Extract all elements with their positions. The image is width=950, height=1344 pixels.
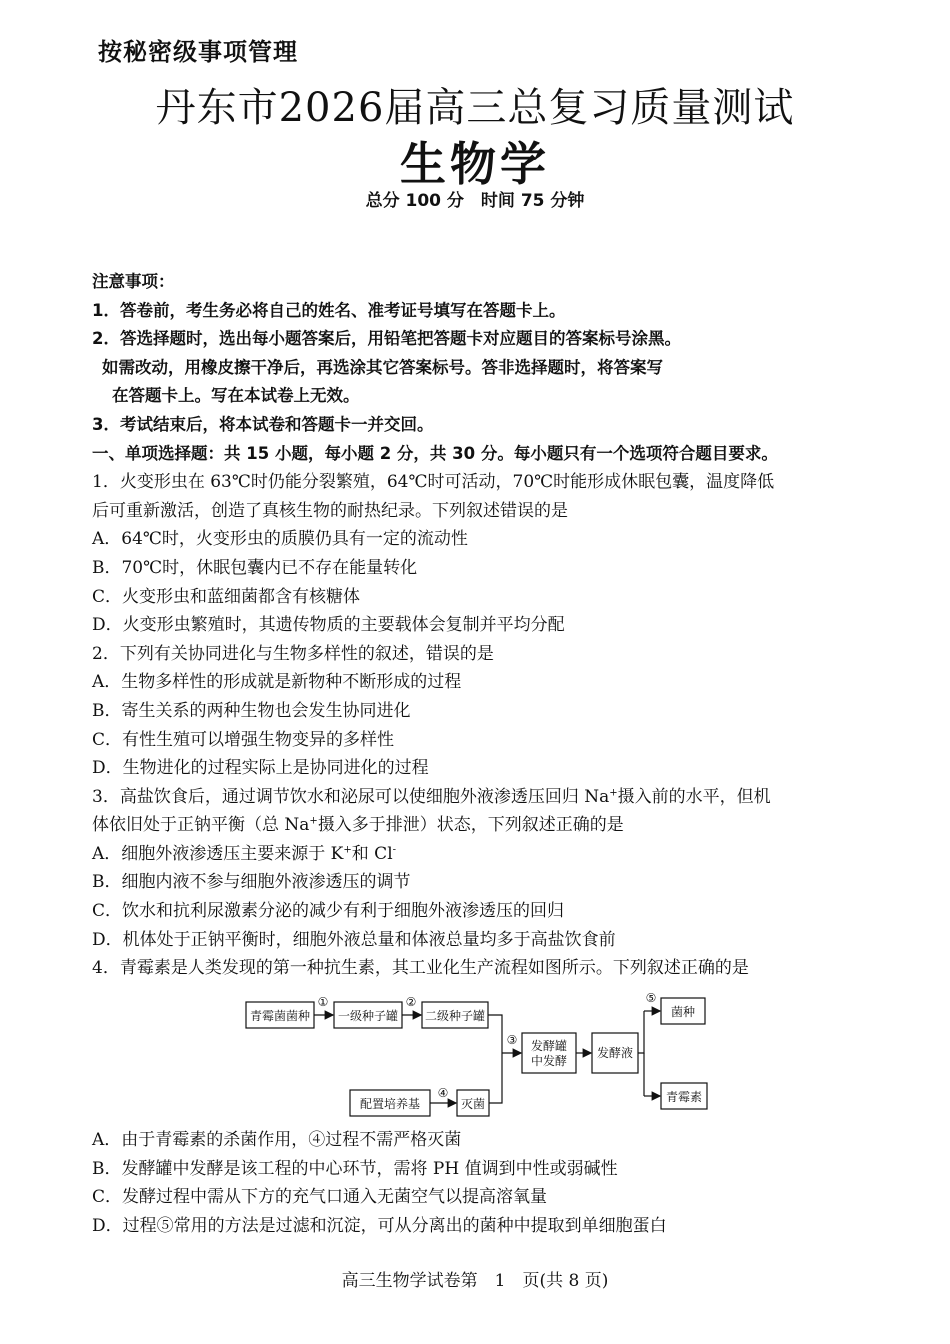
q2-option-a: A．生物多样性的形成就是新物种不断形成的过程 [92, 672, 462, 693]
exam-content [92, 268, 872, 983]
label-penicillin: 青霉素 [665, 1090, 703, 1104]
step-4-label: ④ [437, 1086, 449, 1100]
subject-title: 生物学 [400, 137, 550, 191]
q3-stem-1-part-a: 3．高盐饮食后，通过调节饮水和泌尿可以使细胞外液渗透压回归 Na [92, 786, 610, 807]
label-seed1: 一级种子罐 [337, 1009, 399, 1023]
q4-option-d: D．过程⑤常用的方法是过滤和沉淀，可从分离出的菌种中提取到单细胞蛋白 [92, 1215, 667, 1236]
q3-option-a-part1: A．细胞外液渗透压主要来源于 K [92, 843, 344, 864]
page-footer: 高三生物学试卷第 1 页(共 8 页) [341, 1271, 609, 1291]
q3-stem-1-part-b: 摄入前的水平，但机 [617, 786, 771, 807]
notice-item-2-cont1: 如需改动，用橡皮擦干净后，再选涂其它答案标号。答非选择题时，将答案写 [102, 357, 663, 377]
q3-option-d: D．机体处于正钠平衡时，细胞外液总量和体液总量均多于高盐饮食前 [92, 929, 616, 950]
q3-option-a-sup1: + [343, 844, 352, 856]
q3-stem-2 [92, 811, 872, 840]
arrow-split [638, 1011, 644, 1053]
q3-option-c: C．饮水和抗利尿激素分泌的减少有利于细胞外液渗透压的回归 [92, 901, 565, 922]
q3-option-a [92, 840, 872, 869]
q1-option-b: B．70℃时，休眠包囊内已不存在能量转化 [92, 557, 418, 578]
q1-option-c: C．火变形虫和蓝细菌都含有核糖体 [92, 586, 361, 607]
q3-option-a-sup2: - [392, 844, 397, 856]
q2-option-c: C．有性生殖可以增强生物变异的多样性 [92, 729, 395, 750]
label-seed2: 二级种子罐 [424, 1009, 486, 1023]
step-1-label: ① [317, 995, 329, 1009]
q4-option-a: A．由于青霉素的杀菌作用，④过程不需严格灭菌 [92, 1130, 462, 1150]
q3-stem-1 [92, 783, 872, 812]
q2-option-b: B．寄生关系的两种生物也会发生协同进化 [92, 700, 411, 721]
label-product-strain: 菌种 [670, 1005, 696, 1019]
notice-item-2-cont2: 在答题卡上。写在本试卷上无效。 [112, 386, 360, 406]
q4-stem: 4．青霉素是人类发现的第一种抗生素，其工业化生产流程如图所示。下列叙述正确的是 [92, 958, 749, 979]
secret-label: 按秘密级事项管理 [98, 38, 298, 66]
q1-stem-2: 后可重新激活，创造了真核生物的耐热纪录。下列叙述错误的是 [92, 500, 568, 521]
arrow-seed2-join [488, 1015, 502, 1103]
label-broth: 发酵液 [596, 1046, 634, 1060]
q2-option-d: D．生物进化的过程实际上是协同进化的过程 [92, 758, 429, 779]
label-medium: 配置培养基 [359, 1097, 421, 1111]
exam-title: 丹东市2026届高三总复习质量测试 [155, 85, 795, 131]
q4-options [92, 1126, 872, 1240]
notice-item-1: 1．答卷前，考生务必将自己的姓名、准考证号填写在答题卡上。 [92, 300, 566, 320]
exam-info: 总分 100 分 时间 75 分钟 [365, 191, 585, 211]
section-heading: 一、单项选择题：共 15 小题，每小题 2 分，共 30 分。每小题只有一个选项符合题目要求。 [92, 443, 778, 463]
label-ferm-1: 发酵罐 [530, 1039, 568, 1053]
step-3-label: ③ [506, 1033, 518, 1047]
q4-option-c: C．发酵过程中需从下方的充气口通入无菌空气以提高溶氧量 [92, 1187, 548, 1208]
notice-item-3: 3．考试结束后，将本试卷和答题卡一并交回。 [92, 414, 434, 434]
q3-stem-2-sup: + [309, 815, 318, 827]
q1-stem-1: 1．火变形虫在 63℃时仍能分裂繁殖，64℃时可活动，70℃时能形成休眠包囊，温度降低 [92, 472, 775, 493]
step-5-label: ⑤ [645, 991, 657, 1005]
penicillin-flow-diagram [240, 988, 720, 1120]
q4-option-b: B．发酵罐中发酵是该工程的中心环节，需将 PH 值调到中性或弱碱性 [92, 1158, 618, 1179]
q1-option-d: D．火变形虫繁殖时，其遗传物质的主要载体会复制并平均分配 [92, 615, 565, 636]
q3-stem-2-part-b: 摄入多于排泄）状态，下列叙述正确的是 [317, 815, 624, 836]
notice-item-2: 2．答选择题时，选出每小题答案后，用铅笔把答题卡对应题目的答案标号涂黑。 [92, 329, 681, 349]
q3-stem-1-sup: + [609, 787, 618, 799]
q3-option-a-part2: 和 Cl [351, 843, 393, 864]
label-strain: 青霉菌菌种 [249, 1009, 311, 1023]
q1-option-a: A．64℃时，火变形虫的质膜仍具有一定的流动性 [92, 529, 468, 550]
label-sterilize: 灭菌 [460, 1097, 486, 1111]
q3-stem-2-part-a: 体依旧处于正钠平衡（总 Na [92, 815, 310, 836]
label-ferm-2: 中发酵 [530, 1054, 568, 1068]
q2-stem: 2．下列有关协同进化与生物多样性的叙述，错误的是 [92, 643, 494, 664]
notice-heading: 注意事项： [92, 272, 175, 291]
q3-option-b: B．细胞内液不参与细胞外液渗透压的调节 [92, 872, 411, 893]
step-2-label: ② [405, 995, 417, 1009]
